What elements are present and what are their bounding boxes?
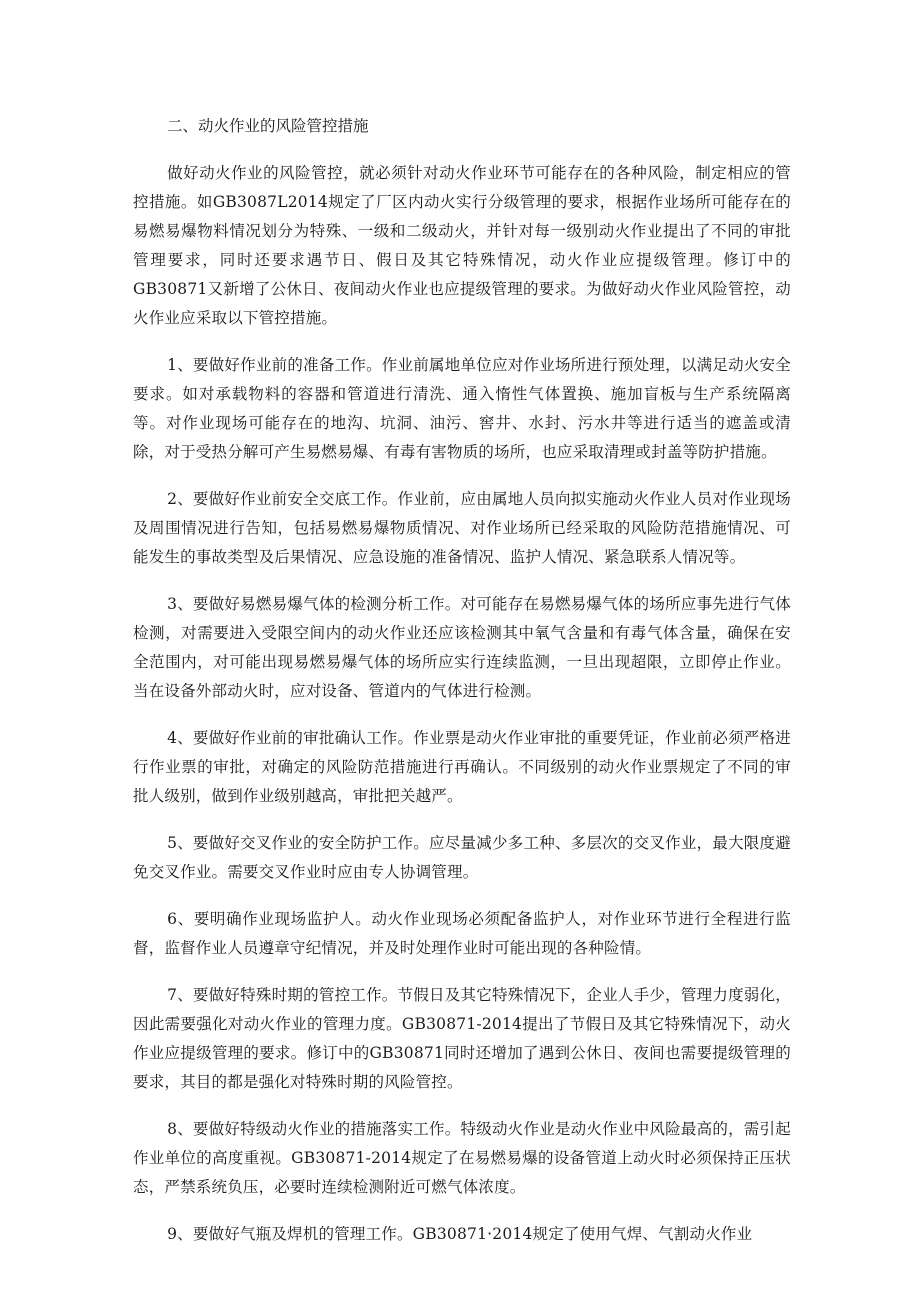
paragraph-intro: 做好动火作业的风险管控，就必须针对动火作业环节可能存在的各种风险，制定相应的管控措施。如GB3087L2014规定了厂区内动火实行分级管理的要求，根据作业场所可能存在的易燃易爆物料情况划分为特殊、一级和二级动火，并针对每一级别动火作业提出了不同的审批管理要求，同时还要求遇节日、假日及其它特殊情况，动火作业应提级管理。修订中的GB30871又新增了公休日、夜间动火作业也应提级管理的要求。为做好动火作业风险管控，动火作业应采取以下管控措施。 (133, 164, 791, 327)
paragraph-measure-3: 3、要做好易燃易爆气体的检测分析工作。对可能存在易燃易爆气体的场所应事先进行气体检测，对需要进入受限空间内的动火作业还应该检测其中氧气含量和有毒气体含量，确保在安全范围内，对可能出现易燃易爆气体的场所应实行连续监测，一旦出现超限，立即停止作业。当在设备外部动火时，应对设备、管道内的气体进行检测。 (133, 595, 791, 700)
paragraph-measure-6: 6、要明确作业现场监护人。动火作业现场必须配备监护人，对作业环节进行全程进行监督，监督作业人员遵章守纪情况，并及时处理作业时可能出现的各种险情。 (133, 910, 791, 957)
paragraph-measure-4: 4、要做好作业前的审批确认工作。作业票是动火作业审批的重要凭证，作业前必须严格进行作业票的审批，对确定的风险防范措施进行再确认。不同级别的动火作业票规定了不同的审批人级别，做到作业级别越高，审批把关越严。 (133, 729, 791, 805)
paragraph-measure-5: 5、要做好交叉作业的安全防护工作。应尽量减少多工种、多层次的交叉作业，最大限度避免交叉作业。需要交叉作业时应由专人协调管理。 (133, 834, 791, 881)
paragraph-measure-1: 1、要做好作业前的准备工作。作业前属地单位应对作业场所进行预处理，以满足动火安全要求。如对承载物料的容器和管道进行清洗、通入惰性气体置换、施加盲板与生产系统隔离等。对作业现场可能存在的地沟、坑洞、油污、窖井、水封、污水井等进行适当的遮盖或清除，对于受热分解可产生易燃易爆、有毒有害物质的场所，也应采取清理或封盖等防护措施。 (133, 356, 791, 461)
paragraph-measure-8: 8、要做好特级动火作业的措施落实工作。特级动火作业是动火作业中风险最高的，需引起作业单位的高度重视。GB30871-2014规定了在易燃易爆的设备管道上动火时必须保持正压状态，严禁系统负压，必要时连续检测附近可燃气体浓度。 (133, 1120, 791, 1196)
paragraph-measure-9: 9、要做好气瓶及焊机的管理工作。GB30871·2014规定了使用气焊、气割动火作业 (167, 1225, 753, 1243)
paragraph-measure-7: 7、要做好特殊时期的管控工作。节假日及其它特殊情况下，企业人手少，管理力度弱化，因此需要强化对动火作业的管理力度。GB30871-2014提出了节假日及其它特殊情况下，动火作业应提级管理的要求。修订中的GB30871同时还增加了遇到公休日、夜间也需要提级管理的要求，其目的都是强化对特殊时期的风险管控。 (133, 986, 791, 1091)
document-body (133, 112, 791, 1267)
paragraph-measure-2: 2、要做好作业前安全交底工作。作业前，应由属地人员向拟实施动火作业人员对作业现场及周围情况进行告知，包括易燃易爆物质情况、对作业场所已经采取的风险防范措施情况、可能发生的事故类型及后果情况、应急设施的准备情况、监护人情况、紧急联系人情况等。 (133, 490, 791, 566)
section-heading: 二、动火作业的风险管控措施 (167, 117, 369, 135)
